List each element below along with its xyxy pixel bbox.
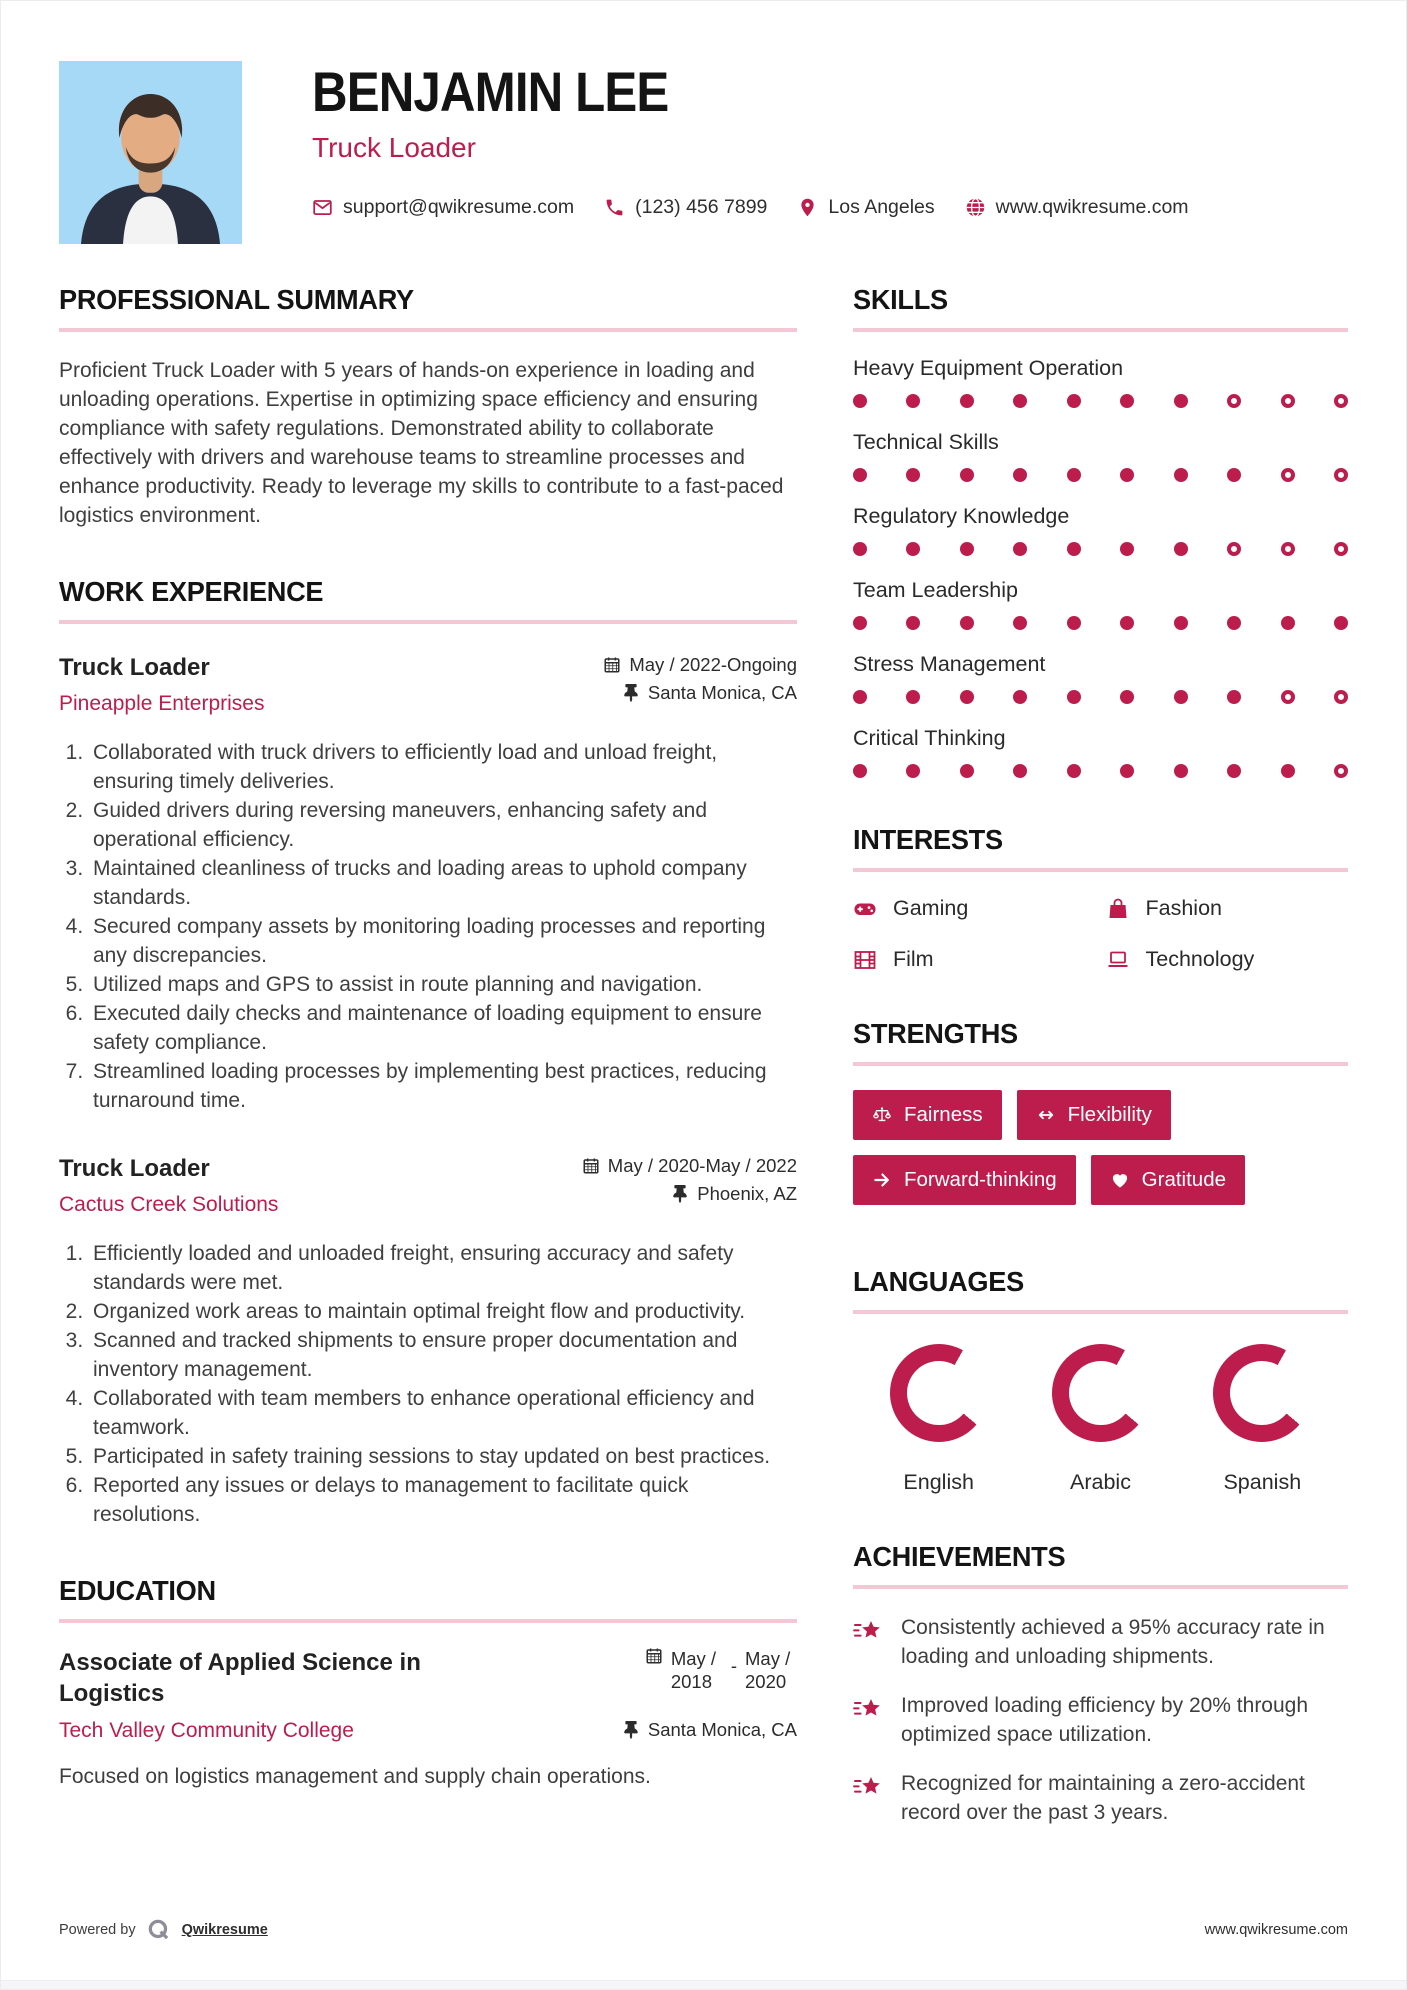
skill-name: Critical Thinking bbox=[853, 726, 1006, 750]
rating-dot-filled bbox=[1013, 468, 1027, 482]
shooting-star-icon bbox=[853, 1771, 885, 1803]
language-label: English bbox=[903, 1470, 974, 1494]
contact-item[interactable] bbox=[965, 196, 1189, 219]
language-item bbox=[1021, 1344, 1180, 1495]
phone-icon bbox=[604, 197, 625, 218]
rating-dot-filled bbox=[1013, 764, 1027, 778]
experience-bullet: 6. Reported any issues or delays to management to facilitate quick resolutions. bbox=[89, 1471, 797, 1529]
education-date-start: May / 2018 bbox=[670, 1648, 717, 1693]
rating-dot-filled bbox=[1174, 616, 1188, 630]
strength-label: Gratitude bbox=[1141, 1168, 1226, 1191]
qwikresume-logo-icon bbox=[146, 1917, 172, 1943]
language-donut bbox=[890, 1344, 988, 1442]
footer bbox=[59, 1917, 1348, 1943]
contact-item[interactable] bbox=[312, 196, 574, 219]
interest-item bbox=[853, 896, 1096, 921]
rating-dot-empty bbox=[1281, 542, 1295, 556]
arrows-left-right-icon bbox=[1036, 1105, 1056, 1125]
film-icon bbox=[853, 948, 877, 972]
globe-icon bbox=[965, 197, 986, 218]
rating-dot-filled bbox=[906, 764, 920, 778]
rating-dot-filled bbox=[1227, 690, 1241, 704]
section-heading: WORK EXPERIENCE bbox=[59, 576, 324, 607]
strength-label: Flexibility bbox=[1067, 1103, 1152, 1126]
rating-dot-filled bbox=[853, 690, 867, 704]
experience-bullet: 4. Collaborated with team members to enhance operational efficiency and teamwork. bbox=[89, 1384, 797, 1442]
section-skills bbox=[853, 284, 1348, 778]
skill-rating-dots bbox=[853, 616, 1348, 630]
rating-dot-filled bbox=[853, 616, 867, 630]
job-entry bbox=[59, 654, 797, 1115]
rating-dot-filled bbox=[1067, 616, 1081, 630]
skill-item bbox=[853, 652, 1348, 704]
strength-label: Fairness bbox=[904, 1103, 983, 1126]
skill-item bbox=[853, 430, 1348, 482]
rating-dot-filled bbox=[1120, 542, 1134, 556]
calendar-icon bbox=[582, 1157, 600, 1175]
contact-text: www.qwikresume.com bbox=[995, 195, 1189, 218]
skill-name: Regulatory Knowledge bbox=[853, 504, 1070, 528]
job-title: Truck Loader bbox=[59, 654, 210, 681]
interest-label: Gaming bbox=[893, 896, 969, 920]
rating-dot-filled bbox=[853, 542, 867, 556]
interest-item bbox=[1106, 947, 1349, 972]
contact-row bbox=[312, 196, 1189, 219]
strength-chip bbox=[1017, 1090, 1171, 1140]
achievement-text: Consistently achieved a 95% accuracy rate in loading and unloading shipments. bbox=[901, 1616, 1325, 1668]
job-entry bbox=[59, 1155, 797, 1529]
calendar-icon bbox=[603, 656, 621, 674]
rating-dot-filled bbox=[1067, 394, 1081, 408]
job-title: Truck Loader bbox=[59, 1155, 210, 1182]
skill-rating-dots bbox=[853, 764, 1348, 778]
section-heading: SKILLS bbox=[853, 284, 948, 315]
achievement-text: Improved loading efficiency by 20% through optimized space utilization. bbox=[901, 1694, 1309, 1746]
experience-bullet: 6. Executed daily checks and maintenance of loading equipment to ensure safety compliance. bbox=[89, 999, 797, 1057]
skill-item bbox=[853, 504, 1348, 556]
job-dates: May / 2022-Ongoing bbox=[603, 654, 797, 676]
achievement-item bbox=[853, 1613, 1348, 1671]
contact-text: support@qwikresume.com bbox=[343, 195, 575, 218]
skill-name: Stress Management bbox=[853, 652, 1046, 676]
achievement-item bbox=[853, 1769, 1348, 1827]
section-achievements bbox=[853, 1541, 1348, 1827]
rating-dot-filled bbox=[1067, 468, 1081, 482]
page-bottom-strip bbox=[1, 1980, 1406, 1989]
job-company: Pineapple Enterprises bbox=[59, 692, 265, 715]
gamepad-icon bbox=[853, 897, 877, 921]
rating-dot-filled bbox=[1120, 690, 1134, 704]
laptop-icon bbox=[1106, 948, 1130, 972]
job-bullet-list bbox=[59, 738, 797, 1115]
section-heading: ACHIEVEMENTS bbox=[853, 1541, 1066, 1572]
experience-bullet: 7. Streamlined loading processes by implementing best practices, reducing turnaround time. bbox=[89, 1057, 797, 1115]
summary-text: Proficient Truck Loader with 5 years of hands-on experience in loading and unloading operations. Expertise in optimizing space efficiency and ensuring compliance with safety regulations. Demonstrated ability to collaborate effectively with drivers and warehouse teams to streamline processes and enhance productivity. Ready to leverage my skills to contribute to a fast-paced logistics environment. bbox=[59, 359, 784, 527]
skill-item bbox=[853, 726, 1348, 778]
rating-dot-filled bbox=[1067, 542, 1081, 556]
rating-dot-filled bbox=[853, 764, 867, 778]
section-education bbox=[59, 1575, 797, 1789]
experience-bullet: 1. Collaborated with truck drivers to efficiently load and unload freight, ensuring timely deliveries. bbox=[89, 738, 797, 796]
rating-dot-filled bbox=[1120, 394, 1134, 408]
rating-dot-filled bbox=[1120, 616, 1134, 630]
rating-dot-filled bbox=[1281, 764, 1295, 778]
language-donut bbox=[1213, 1344, 1311, 1442]
rating-dot-filled bbox=[1174, 542, 1188, 556]
calendar-icon bbox=[645, 1647, 663, 1665]
rating-dot-empty bbox=[1227, 542, 1241, 556]
rating-dot-filled bbox=[1013, 690, 1027, 704]
interest-item bbox=[853, 947, 1096, 972]
interest-label: Fashion bbox=[1145, 896, 1222, 920]
section-work-experience bbox=[59, 576, 797, 1529]
section-professional-summary bbox=[59, 284, 797, 530]
skill-rating-dots bbox=[853, 394, 1348, 408]
rating-dot-filled bbox=[906, 616, 920, 630]
donut-hole bbox=[907, 1361, 971, 1425]
language-item bbox=[1183, 1344, 1342, 1495]
skill-rating-dots bbox=[853, 542, 1348, 556]
strength-chip bbox=[853, 1090, 1002, 1140]
education-location: Santa Monica, CA bbox=[622, 1719, 797, 1741]
donut-hole bbox=[1069, 1361, 1133, 1425]
rating-dot-filled bbox=[853, 468, 867, 482]
rating-dot-filled bbox=[960, 690, 974, 704]
job-location: Phoenix, AZ bbox=[671, 1183, 797, 1205]
section-underline bbox=[853, 1062, 1348, 1066]
footer-website-link[interactable]: www.qwikresume.com bbox=[1204, 1922, 1348, 1938]
rating-dot-filled bbox=[1227, 468, 1241, 482]
section-underline bbox=[853, 328, 1348, 332]
experience-bullet: 3. Scanned and tracked shipments to ensure proper documentation and inventory management. bbox=[89, 1326, 797, 1384]
education-dates bbox=[645, 1647, 797, 1693]
experience-bullet: 1. Efficiently loaded and unloaded freight, ensuring accuracy and safety standards were met. bbox=[89, 1239, 797, 1297]
rating-dot-empty bbox=[1334, 690, 1348, 704]
section-heading: LANGUAGES bbox=[853, 1266, 1024, 1297]
right-column bbox=[853, 284, 1348, 1827]
rating-dot-filled bbox=[960, 764, 974, 778]
language-label: Spanish bbox=[1223, 1470, 1302, 1494]
rating-dot-filled bbox=[1174, 394, 1188, 408]
education-school: Tech Valley Community College bbox=[59, 1719, 354, 1743]
rating-dot-filled bbox=[1013, 616, 1027, 630]
contact-item[interactable] bbox=[797, 196, 934, 219]
skill-rating-dots bbox=[853, 690, 1348, 704]
rating-dot-filled bbox=[1013, 542, 1027, 556]
interest-item bbox=[1106, 896, 1349, 921]
rating-dot-empty bbox=[1281, 690, 1295, 704]
rating-dot-empty bbox=[1281, 394, 1295, 408]
rating-dot-empty bbox=[1281, 468, 1295, 482]
heart-icon bbox=[1110, 1170, 1130, 1190]
section-underline bbox=[853, 1310, 1348, 1314]
achievement-text: Recognized for maintaining a zero-accident record over the past 3 years. bbox=[901, 1772, 1305, 1824]
balance-scale-icon bbox=[872, 1105, 892, 1125]
skill-name: Team Leadership bbox=[853, 578, 1018, 602]
language-item bbox=[859, 1344, 1018, 1495]
section-underline bbox=[59, 1619, 797, 1623]
rating-dot-filled bbox=[960, 468, 974, 482]
rating-dot-filled bbox=[906, 394, 920, 408]
section-underline bbox=[853, 1585, 1348, 1589]
contact-text: Los Angeles bbox=[828, 195, 935, 218]
powered-by-label: Powered by bbox=[59, 1922, 136, 1938]
rating-dot-empty bbox=[1334, 764, 1348, 778]
skill-item bbox=[853, 356, 1348, 408]
rating-dot-filled bbox=[906, 690, 920, 704]
languages-list bbox=[853, 1338, 1348, 1495]
location-pin-icon bbox=[797, 197, 818, 218]
contact-item[interactable] bbox=[604, 196, 767, 219]
achievement-item bbox=[853, 1691, 1348, 1749]
strength-chip bbox=[1091, 1155, 1245, 1205]
section-heading: PROFESSIONAL SUMMARY bbox=[59, 284, 414, 315]
skill-name: Technical Skills bbox=[853, 430, 999, 454]
rating-dot-empty bbox=[1334, 394, 1348, 408]
content-columns bbox=[1, 284, 1406, 1827]
education-date-separator: - bbox=[730, 1655, 737, 1676]
rating-dot-filled bbox=[1120, 468, 1134, 482]
rating-dot-filled bbox=[1174, 690, 1188, 704]
interest-label: Technology bbox=[1145, 947, 1255, 971]
experience-bullet: 4. Secured company assets by monitoring loading processes and reporting any discrepancies. bbox=[89, 912, 797, 970]
education-degree: Associate of Applied Science in Logistics bbox=[59, 1649, 421, 1708]
job-location: Santa Monica, CA bbox=[622, 682, 797, 704]
rating-dot-empty bbox=[1227, 394, 1241, 408]
strength-chip bbox=[853, 1155, 1076, 1205]
pushpin-icon bbox=[671, 1185, 689, 1203]
rating-dot-filled bbox=[1067, 690, 1081, 704]
rating-dot-filled bbox=[1334, 616, 1348, 630]
language-donut bbox=[1052, 1344, 1150, 1442]
section-heading: STRENGTHS bbox=[853, 1018, 1018, 1049]
section-underline bbox=[59, 620, 797, 624]
rating-dot-filled bbox=[1120, 764, 1134, 778]
experience-bullet: 5. Utilized maps and GPS to assist in route planning and navigation. bbox=[89, 970, 797, 999]
shopping-bag-icon bbox=[1106, 897, 1130, 921]
rating-dot-filled bbox=[1067, 764, 1081, 778]
arrow-right-icon bbox=[872, 1170, 892, 1190]
experience-bullet: 2. Guided drivers during reversing maneuvers, enhancing safety and operational efficiency. bbox=[89, 796, 797, 854]
section-heading: INTERESTS bbox=[853, 824, 1003, 855]
rating-dot-filled bbox=[1174, 764, 1188, 778]
rating-dot-filled bbox=[906, 542, 920, 556]
rating-dot-filled bbox=[960, 542, 974, 556]
rating-dot-filled bbox=[906, 468, 920, 482]
experience-bullet: 3. Maintained cleanliness of trucks and loading areas to uphold company standards. bbox=[89, 854, 797, 912]
donut-hole bbox=[1230, 1361, 1294, 1425]
rating-dot-filled bbox=[960, 394, 974, 408]
job-company: Cactus Creek Solutions bbox=[59, 1193, 279, 1216]
education-description: Focused on logistics management and supply chain operations. bbox=[59, 1765, 651, 1789]
language-label: Arabic bbox=[1070, 1470, 1131, 1494]
person-name: BENJAMIN LEE bbox=[312, 60, 669, 123]
section-languages bbox=[853, 1266, 1348, 1495]
strength-label: Forward-thinking bbox=[904, 1168, 1057, 1191]
left-column bbox=[59, 284, 797, 1827]
section-interests bbox=[853, 824, 1348, 972]
section-heading: EDUCATION bbox=[59, 1575, 216, 1606]
pushpin-icon bbox=[622, 1721, 640, 1739]
skill-rating-dots bbox=[853, 468, 1348, 482]
profile-photo bbox=[59, 61, 242, 244]
person-job-title: Truck Loader bbox=[312, 131, 476, 163]
rating-dot-filled bbox=[1227, 616, 1241, 630]
section-underline bbox=[59, 328, 797, 332]
rating-dot-filled bbox=[1281, 616, 1295, 630]
rating-dot-empty bbox=[1334, 542, 1348, 556]
education-date-end: May / 2020 bbox=[745, 1648, 791, 1693]
strengths-list bbox=[853, 1090, 1348, 1220]
rating-dot-filled bbox=[1013, 394, 1027, 408]
rating-dot-filled bbox=[1227, 764, 1241, 778]
skill-item bbox=[853, 578, 1348, 630]
job-bullet-list bbox=[59, 1239, 797, 1529]
rating-dot-filled bbox=[853, 394, 867, 408]
experience-bullet: 5. Participated in safety training sessions to stay updated on best practices. bbox=[89, 1442, 797, 1471]
shooting-star-icon bbox=[853, 1615, 885, 1647]
contact-text: (123) 456 7899 bbox=[635, 195, 768, 218]
skill-name: Heavy Equipment Operation bbox=[853, 356, 1124, 380]
header-text bbox=[312, 61, 1189, 219]
pushpin-icon bbox=[622, 684, 640, 702]
section-strengths bbox=[853, 1018, 1348, 1220]
envelope-icon bbox=[312, 197, 333, 218]
header bbox=[1, 1, 1406, 244]
section-underline bbox=[853, 868, 1348, 872]
job-dates: May / 2020-May / 2022 bbox=[582, 1155, 797, 1177]
skills-list bbox=[853, 356, 1348, 778]
rating-dot-filled bbox=[1174, 468, 1188, 482]
experience-bullet: 2. Organized work areas to maintain optimal freight flow and productivity. bbox=[89, 1297, 797, 1326]
rating-dot-empty bbox=[1334, 468, 1348, 482]
qwikresume-brand-link[interactable]: Qwikresume bbox=[181, 1922, 268, 1938]
rating-dot-filled bbox=[960, 616, 974, 630]
interests-grid bbox=[853, 896, 1348, 972]
shooting-star-icon bbox=[853, 1693, 885, 1725]
achievements-list bbox=[853, 1613, 1348, 1827]
interest-label: Film bbox=[893, 947, 934, 971]
